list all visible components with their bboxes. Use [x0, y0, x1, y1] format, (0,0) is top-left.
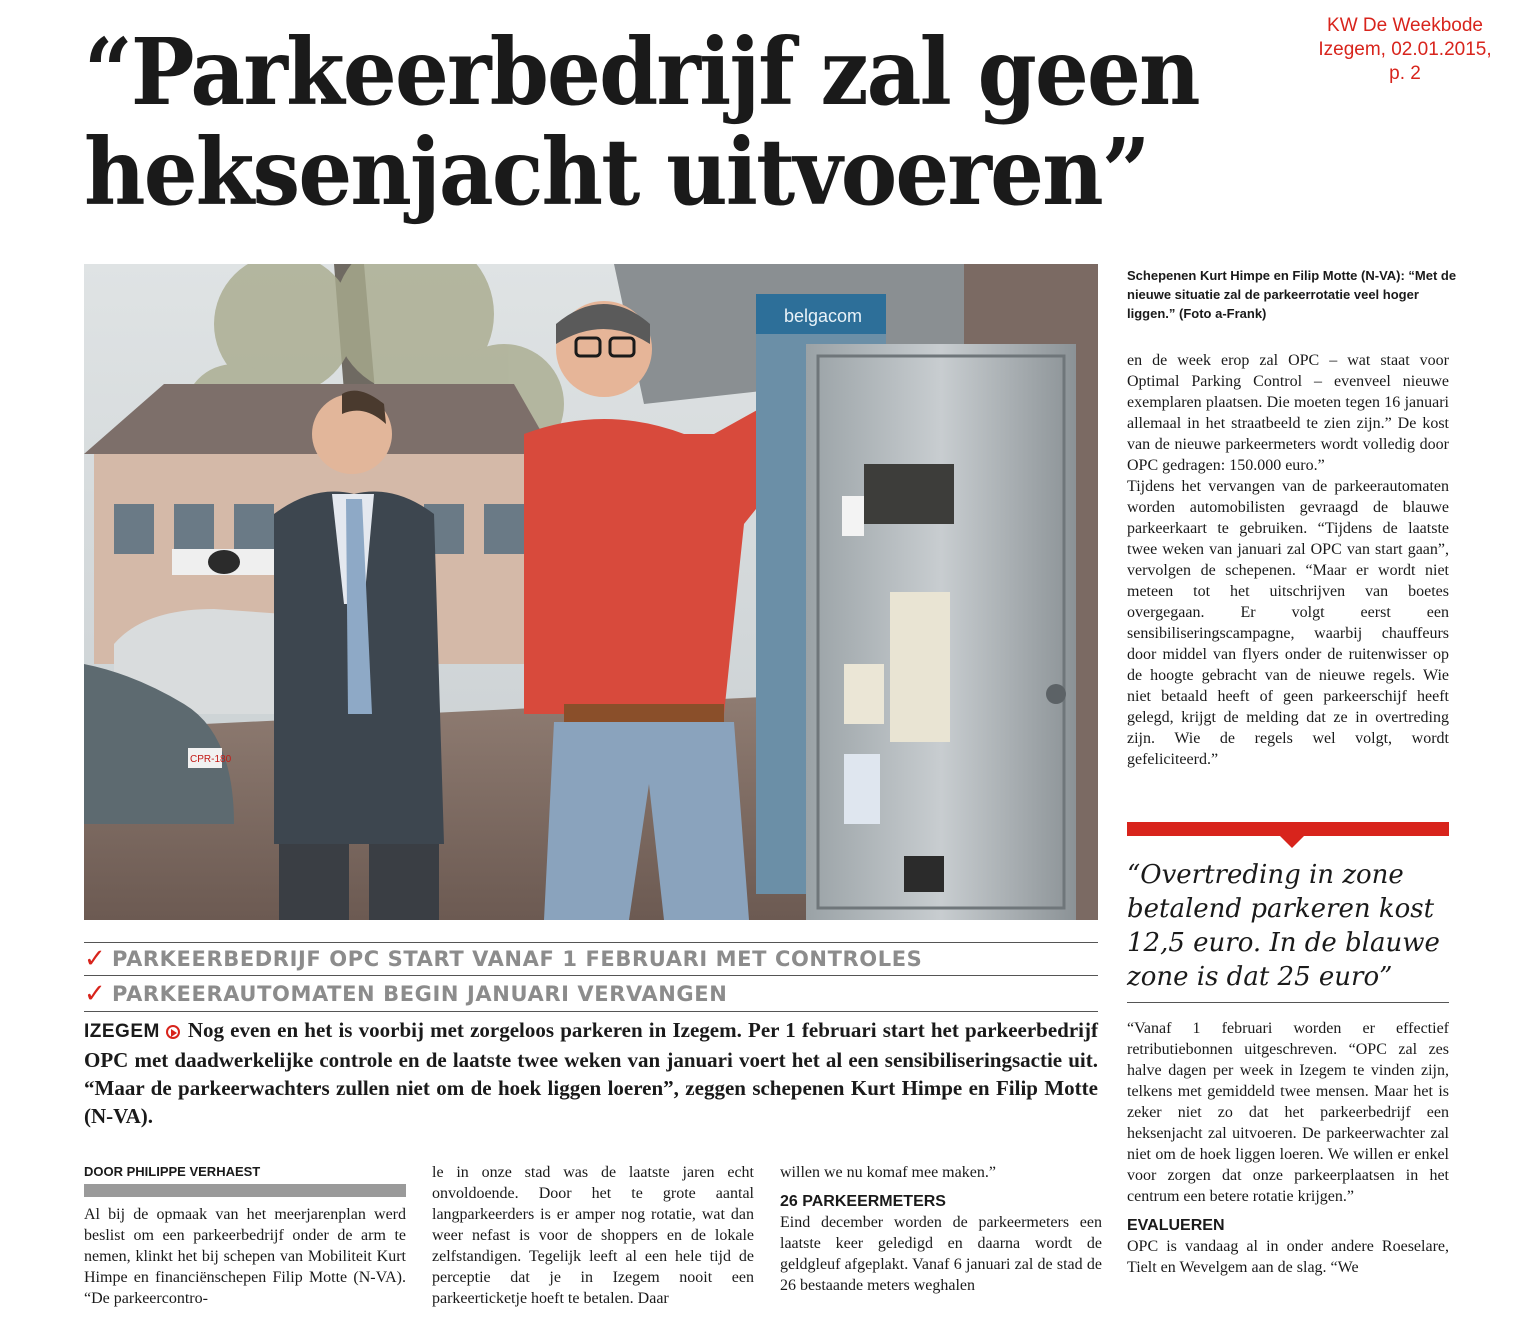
headline — [84, 18, 1206, 226]
photo-two-men-by-parking-meter-icon — [84, 264, 1098, 920]
pull-quote: “Overtreding in zone betalend parkeren kost 12,5 euro. In de blauwe zone is dat 25 euro” — [1127, 860, 1440, 992]
kicker-text: PARKEERBEDRIJF OPC START VANAF 1 FEBRUARI MET CONTROLES — [112, 947, 923, 971]
article-photo — [84, 264, 1098, 920]
article-lede — [84, 1016, 1098, 1130]
source-line-2: Izegem, 02.01.2015, — [1318, 39, 1492, 60]
right-column-top — [1127, 350, 1449, 770]
right-column-bottom — [1127, 1018, 1449, 1278]
body-column-3 — [780, 1162, 1102, 1296]
body-column-1 — [84, 1204, 406, 1309]
byline-bar — [84, 1184, 406, 1197]
headline-line-2: heksenjacht uitvoeren” — [84, 118, 1149, 226]
right-paragraph-3: “Vanaf 1 februari worden er effectief retributiebonnen uitgeschreven. “OPC zal zes halve dagen per week in Izegem te vinden zijn, telkens met gemiddeld twee mensen. Maar het is zeker niet zo dat het parkeerbedrijf een heksenjacht zal uitvoeren. De parkeerwachter zal niet om de hoek liggen loeren. We willen er enkel voor zorgen dat onze parkeerplaatsen in het centrum een betere rotatie krijgen.” — [1127, 1020, 1449, 1205]
checkmark-icon: ✓ — [84, 944, 106, 974]
body-column-2 — [432, 1162, 754, 1309]
lede-text: Nog even en het is voorbij met zorgeloos parkeren in Izegem. Per 1 februari start het parkeerbedrijf OPC met daadwerkelijke controle en de laatste twee weken van januari voert het al een sensibiliseringsactie uit. “Maar de parkeerwachters zullen niet om de hoek liggen loeren”, zeggen schepenen Kurt Himpe en Filip Motte (N-VA). — [84, 1018, 1098, 1128]
subhead-parkeermeters: 26 PARKEERMETERS — [780, 1193, 946, 1210]
right-paragraph-1: en de week erop zal OPC – wat staat voor Optimal Parking Control – evenveel nieuwe exemplaren plaatsen. Die moeten tegen 16 januari allemaal in het straatbeeld te zien zijn.” De kost van de nieuwe parkeermeters wordt volledig door OPC gedragen: 150.000 euro.” — [1127, 352, 1449, 474]
dateline-place: IZEGEM — [84, 1021, 160, 1042]
byline: DOOR PHILIPPE VERHAEST — [84, 1164, 261, 1179]
source-line-1: KW De Weekbode — [1327, 15, 1483, 36]
body-paragraph-1: Al bij de opmaak van het meerjarenplan werd beslist om een parkeerbedrijf onder de arm te nemen, klinkt het bij schepen van Mobiliteit Kurt Himpe en financiënschepen Filip Motte (N-VA). “De parkeercontro- — [84, 1206, 406, 1307]
subhead-evalueren: EVALUEREN — [1127, 1217, 1225, 1234]
kicker-bullet — [84, 942, 1098, 976]
kicker-bullet — [84, 976, 1098, 1012]
quote-bar — [1127, 822, 1449, 836]
plate-text: CPR-180 — [190, 754, 232, 765]
sign-text: belgacom — [784, 306, 863, 326]
headline-line-1: “Parkeerbedrijf zal geen — [84, 18, 1199, 126]
checkmark-icon: ✓ — [84, 978, 106, 1009]
body-paragraph-3: willen we nu komaf mee maken.” — [780, 1164, 996, 1181]
kicker-text: PARKEERAUTOMATEN BEGIN JANUARI VERVANGEN — [112, 981, 728, 1006]
source-note — [1300, 14, 1510, 86]
quote-rule — [1127, 1002, 1449, 1003]
right-paragraph-4: OPC is vandaag al in onder andere Roeselare, Tielt en Wevelgem aan de slag. “We — [1127, 1238, 1449, 1276]
kicker-bullets — [84, 942, 1098, 1012]
photo-caption: Schepenen Kurt Himpe en Filip Motte (N-VA): “Met de nieuwe situatie zal de parkeerrotatie veel hoger liggen.” (Foto a-Frank) — [1127, 268, 1457, 321]
right-paragraph-2: Tijdens het vervangen van de parkeerautomaten worden automobilisten gevraagd de blauwe parkeerkaart te gebruiken. “Tijdens de laatste twee weken van januari zal OPC van start gaan”, vervolgen de schepenen. “Maar er wordt niet meteen tot het uitschrijven van boetes overgegaan. Er volgt eerst een sensibiliseringscampagne, waarbij chauffeurs door middel van flyers onder de ruitenwisser op de hoogte gebracht van de nieuwe regels. Wie niet betaald heeft of geen parkeerschijf heeft gelegd, krijgt de melding dat ze in overtreding zijn. Wie de regels wel volgt, wordt gefeliciteerd.” — [1127, 478, 1449, 768]
quote-notch — [1280, 836, 1304, 848]
body-paragraph-2: le in onze stad was de laatste jaren echt onvoldoende. Door het te grote aantal langparkeerders is er amper nog rotatie, wat dan weer nefast is voor de shoppers en de lokale zelfstandigen. Tegelijk leeft al een hele tijd de perceptie dat je in Izegem nooit een parkeerticketje hoeft te betalen. Daar — [432, 1164, 754, 1307]
body-paragraph-4: Eind december worden de parkeermeters een laatste keer geledigd en daarna wordt de geldgleuf afgeplakt. Vanaf 6 januari zal de stad de 26 bestaande meters weghalen — [780, 1214, 1102, 1294]
source-line-3: p. 2 — [1389, 63, 1421, 84]
arrow-circle-icon — [166, 1025, 180, 1039]
